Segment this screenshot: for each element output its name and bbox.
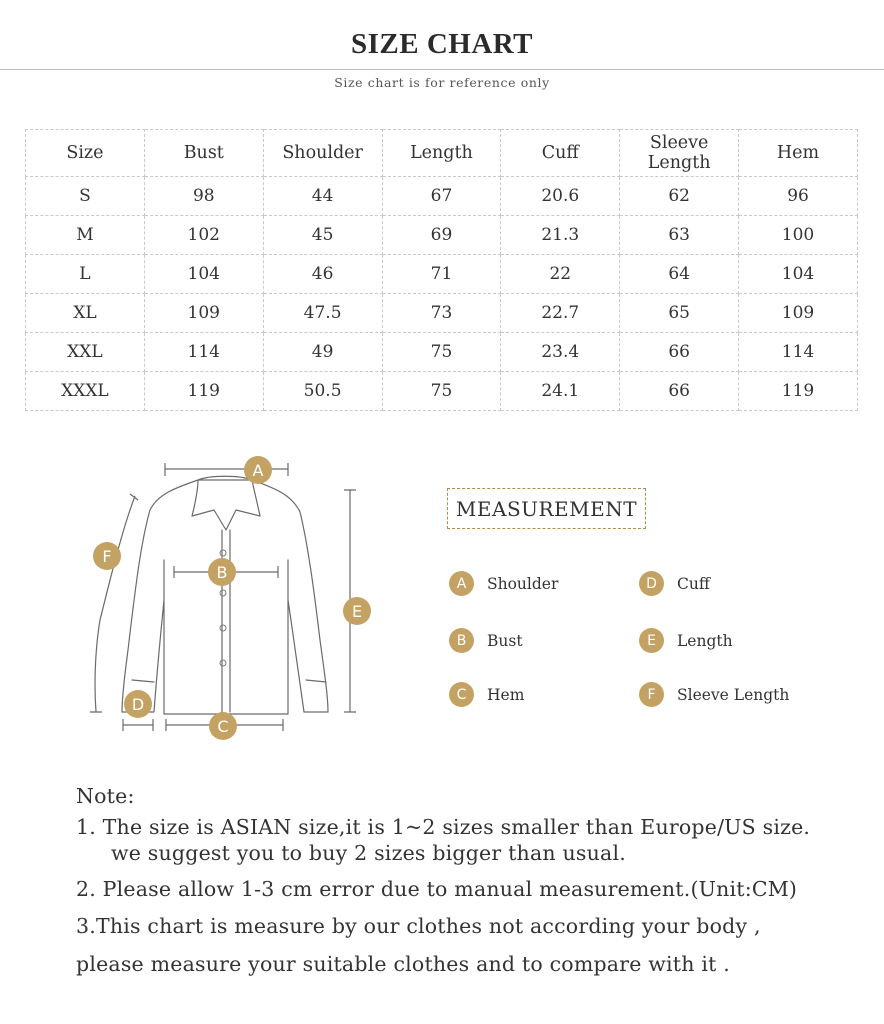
cuff-measure-line — [123, 719, 153, 731]
note-line-4: please measure your suitable clothes and to compare with it . — [76, 952, 730, 976]
table-cell: 22 — [501, 255, 620, 294]
column-header: Bust — [144, 130, 263, 177]
table-row — [26, 294, 858, 333]
legend-item-bust — [449, 628, 523, 653]
shirt-diagram — [70, 450, 400, 750]
table-cell: 75 — [382, 333, 501, 372]
legend-marker: A — [449, 571, 474, 596]
marker-f — [93, 542, 121, 570]
legend-marker: C — [449, 682, 474, 707]
note-line-1: 1. The size is ASIAN size,it is 1~2 sizes smaller than Europe/US size. — [76, 815, 811, 839]
note-line-2: 2. Please allow 1-3 cm error due to manual measurement.(Unit:CM) — [76, 877, 798, 901]
column-header: Hem — [739, 130, 858, 177]
table-row — [26, 216, 858, 255]
svg-text:A: A — [252, 461, 264, 480]
table-header-row — [26, 130, 858, 177]
marker-d — [124, 690, 152, 718]
table-cell: 44 — [263, 177, 382, 216]
table-cell: 50.5 — [263, 372, 382, 411]
table-cell: 49 — [263, 333, 382, 372]
table-cell: M — [26, 216, 145, 255]
table-cell: 109 — [144, 294, 263, 333]
shirt-button — [220, 660, 226, 666]
table-cell: XXXL — [26, 372, 145, 411]
sleeve-measure-line — [90, 494, 138, 712]
table-cell: 119 — [144, 372, 263, 411]
marker-c — [209, 712, 237, 740]
table-cell: 46 — [263, 255, 382, 294]
table-row — [26, 177, 858, 216]
svg-text:E: E — [351, 602, 363, 621]
table-cell: 64 — [620, 255, 739, 294]
table-cell: 23.4 — [501, 333, 620, 372]
legend-label: Sleeve Length — [677, 685, 790, 704]
notes-heading: Note: — [76, 784, 135, 808]
table-cell: L — [26, 255, 145, 294]
table-cell: 24.1 — [501, 372, 620, 411]
table-cell: 102 — [144, 216, 263, 255]
shirt-button — [220, 590, 226, 596]
table-cell: 75 — [382, 372, 501, 411]
table-cell: 45 — [263, 216, 382, 255]
legend-item-cuff — [639, 571, 710, 596]
note-line-3: 3.This chart is measure by our clothes not according your body , — [76, 914, 761, 938]
note-line-1b: we suggest you to buy 2 sizes bigger than usual. — [111, 841, 626, 865]
legend-item-length — [639, 628, 733, 653]
svg-text:D: D — [131, 695, 145, 714]
shirt-collar — [192, 476, 260, 530]
marker-a — [244, 456, 272, 484]
svg-text:B: B — [216, 563, 228, 582]
legend-label: Bust — [487, 631, 523, 650]
table-cell: 66 — [620, 333, 739, 372]
legend-marker: D — [639, 571, 664, 596]
shirt-button — [220, 550, 226, 556]
svg-text:F: F — [102, 547, 112, 566]
table-cell: 67 — [382, 177, 501, 216]
marker-b — [208, 558, 236, 586]
legend-item-shoulder — [449, 571, 558, 596]
table-cell: 47.5 — [263, 294, 382, 333]
table-cell: 21.3 — [501, 216, 620, 255]
table-cell: 100 — [739, 216, 858, 255]
size-table — [25, 129, 858, 411]
table-cell: 66 — [620, 372, 739, 411]
legend-marker: B — [449, 628, 474, 653]
shirt-placket — [222, 530, 230, 712]
column-header: Sleeve Length — [620, 130, 739, 177]
legend-item-hem — [449, 682, 524, 707]
table-cell: 98 — [144, 177, 263, 216]
column-header: Cuff — [501, 130, 620, 177]
table-row — [26, 255, 858, 294]
column-header: Size — [26, 130, 145, 177]
table-cell: 104 — [144, 255, 263, 294]
marker-e — [343, 597, 371, 625]
table-cell: 96 — [739, 177, 858, 216]
legend-marker: E — [639, 628, 664, 653]
page-subtitle: Size chart is for reference only — [334, 75, 550, 90]
table-cell: XXL — [26, 333, 145, 372]
table-cell: 20.6 — [501, 177, 620, 216]
table-cell: 71 — [382, 255, 501, 294]
column-header: Length — [382, 130, 501, 177]
legend-label: Cuff — [677, 574, 710, 593]
title-divider — [0, 69, 884, 70]
table-cell: 22.7 — [501, 294, 620, 333]
table-cell: 65 — [620, 294, 739, 333]
legend-label: Length — [677, 631, 733, 650]
table-cell: 119 — [739, 372, 858, 411]
table-cell: 104 — [739, 255, 858, 294]
table-cell: 63 — [620, 216, 739, 255]
table-cell: 114 — [739, 333, 858, 372]
table-cell: XL — [26, 294, 145, 333]
legend-label: Shoulder — [487, 574, 559, 593]
measurement-heading: MEASUREMENT — [447, 488, 646, 529]
table-cell: 73 — [382, 294, 501, 333]
column-header: Shoulder — [263, 130, 382, 177]
table-cell: 114 — [144, 333, 263, 372]
table-row — [26, 372, 858, 411]
table-cell: S — [26, 177, 145, 216]
table-cell: 69 — [382, 216, 501, 255]
legend-marker: F — [639, 682, 664, 707]
shirt-outline — [122, 480, 328, 714]
table-row — [26, 333, 858, 372]
table-cell: 62 — [620, 177, 739, 216]
shirt-button — [220, 625, 226, 631]
table-cell: 109 — [739, 294, 858, 333]
page-title: SIZE CHART — [350, 28, 534, 60]
svg-text:C: C — [217, 717, 229, 736]
legend-label: Hem — [487, 685, 525, 704]
legend-item-sleeve-length — [639, 682, 789, 707]
